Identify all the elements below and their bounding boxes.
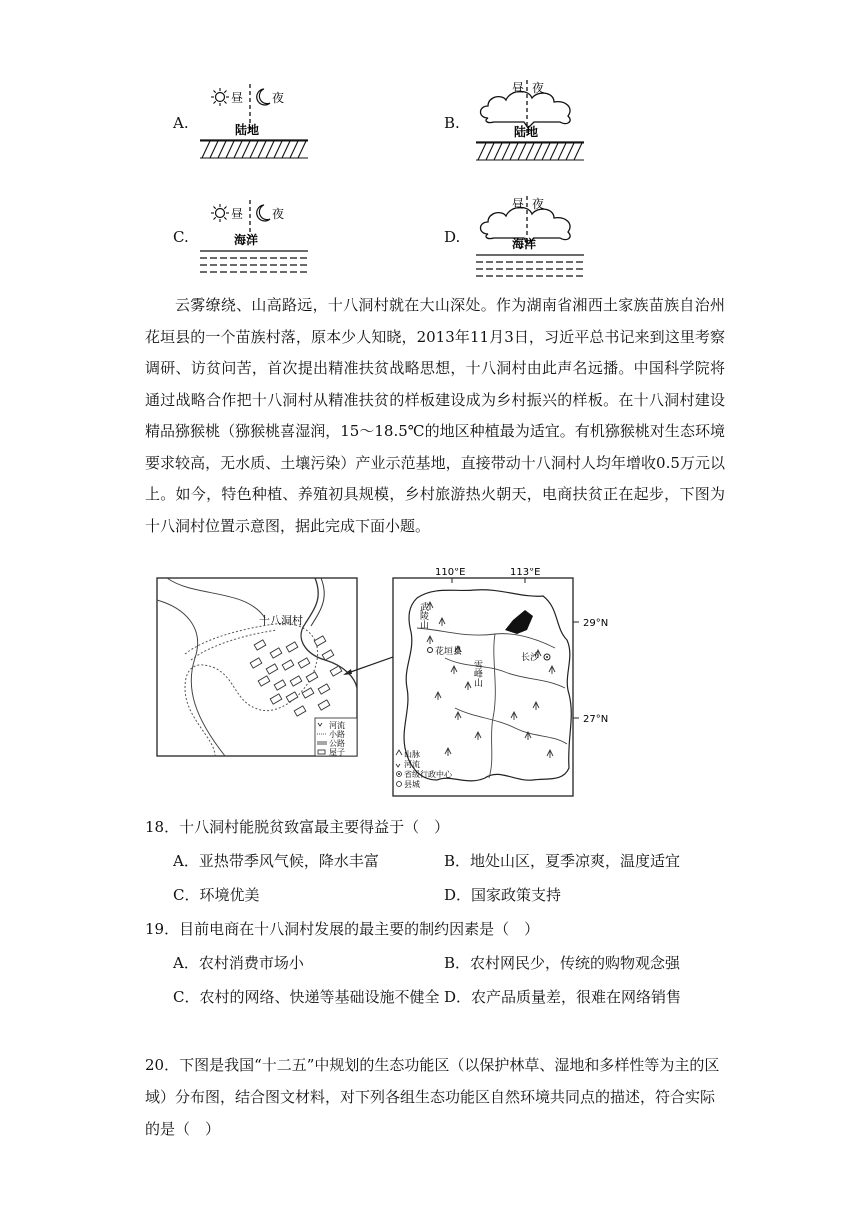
day-label: 昼 <box>231 91 244 105</box>
night-label: 夜 <box>272 207 285 221</box>
option-a-letter: A. <box>173 114 189 132</box>
q18-stem: 18．十八洞村能脱贫致富最主要得益于（ ） <box>145 818 450 836</box>
option-c-letter: C. <box>173 228 189 246</box>
q20-line-2: 域）分布图，结合图文材料，对下列各组生态功能区自然环境共同点的描述，符合实际 <box>145 1088 716 1106</box>
surface-label: 陆地 <box>514 125 539 139</box>
moon-icon <box>257 89 270 105</box>
svg-text:屋子: 屋子 <box>329 748 345 757</box>
night-label: 夜 <box>532 197 545 211</box>
svg-text:省级行政中心: 省级行政中心 <box>404 770 452 779</box>
cloud-icon <box>481 91 571 128</box>
lat-label-29: 29°N <box>583 618 609 629</box>
lon-label-113: 113°E <box>510 568 541 578</box>
q19-option-c[interactable]: C．农村的网络、快递等基础设施不健全 <box>173 988 440 1006</box>
svg-text:县城: 县城 <box>404 780 420 789</box>
sun-icon <box>211 204 229 222</box>
land-hatch <box>200 141 308 158</box>
q18-option-d[interactable]: D．国家政策支持 <box>444 886 562 904</box>
surface-label: 海洋 <box>512 237 537 251</box>
water-lines <box>476 255 584 276</box>
village-label: 十八洞村 <box>259 614 303 627</box>
location-map-figure <box>155 568 627 800</box>
svg-text:河流: 河流 <box>329 721 345 730</box>
q19-option-b[interactable]: B．农村网民少，传统的购物观念强 <box>444 954 681 972</box>
q20-line-3: 的是（ ） <box>145 1120 221 1138</box>
q19-option-a[interactable]: A．农村消费市场小 <box>173 954 304 972</box>
svg-text:公路: 公路 <box>329 739 345 748</box>
option-b-letter: B. <box>444 114 460 132</box>
option-c-diagram <box>198 196 310 276</box>
q19-option-d[interactable]: D．农产品质量差，很难在网络销售 <box>444 988 682 1006</box>
q20-line-1: 20．下图是我国“十二五”中规划的生态功能区（以保护林草、湿地和多样性等为主的区 <box>145 1056 720 1074</box>
option-b-diagram <box>474 78 586 164</box>
place-wuling: 武陵山 <box>418 602 428 629</box>
option-d-diagram <box>474 194 586 280</box>
svg-text:山脉: 山脉 <box>404 750 420 759</box>
svg-text:河流: 河流 <box>404 760 420 769</box>
lon-label-110: 110°E <box>435 568 466 578</box>
surface-label: 陆地 <box>235 123 260 137</box>
option-a-diagram <box>198 80 310 162</box>
village-legend <box>315 718 357 757</box>
night-label: 夜 <box>272 91 285 105</box>
water-lines <box>200 251 308 272</box>
q19-stem: 19．目前电商在十八洞村发展的最主要的制约因素是（ ） <box>145 920 540 938</box>
q18-option-c[interactable]: C．环境优美 <box>173 886 260 904</box>
day-label: 昼 <box>512 81 525 95</box>
day-label: 昼 <box>231 207 244 221</box>
passage-text: 云雾缭绕、山高路远，十八洞村就在大山深处。作为湖南省湘西土家族苗族自治州花垣县的一个苗族村落，原本少人知晓，2013年11月3日，习近平总书记来到这里考察调研、访贫问苦，首次提出精准扶贫战略思想，十八洞村由此声名远播。中国科学院将通过战略合作把十八洞村从精准扶贫的样板建设成为乡村振兴的样板。在十八洞村建设精品猕猴桃（猕猴桃喜湿润，15～18.5℃的地区种植最为适宜。有机猕猴桃对生态环境要求较高，无水质、土壤污染）产业示范基地，直接带动十八洞村人均年增收0.5万元以上。如今，特色种植、养殖初具规模，乡村旅游热火朝天，电商扶贫正在起步，下图为十八洞村位置示意图，据此完成下面小题。 <box>145 296 725 535</box>
svg-text:小路: 小路 <box>329 730 345 739</box>
land-hatch <box>476 143 584 160</box>
place-changsha: 长沙 <box>521 653 540 663</box>
moon-icon <box>257 205 270 221</box>
place-huayuan: 花垣县 <box>435 647 463 657</box>
option-d-letter: D. <box>444 228 461 246</box>
day-label: 昼 <box>512 197 525 211</box>
q18-option-b[interactable]: B．地处山区，夏季凉爽，温度适宜 <box>444 852 681 870</box>
q18-option-a[interactable]: A．亚热带季风气候，降水丰富 <box>173 852 379 870</box>
lat-label-27: 27°N <box>583 714 609 725</box>
place-xuefeng: 雪峰山 <box>472 660 482 687</box>
surface-label: 海洋 <box>234 233 259 247</box>
reading-passage <box>145 290 725 542</box>
night-label: 夜 <box>532 81 545 95</box>
sun-icon <box>211 88 229 106</box>
